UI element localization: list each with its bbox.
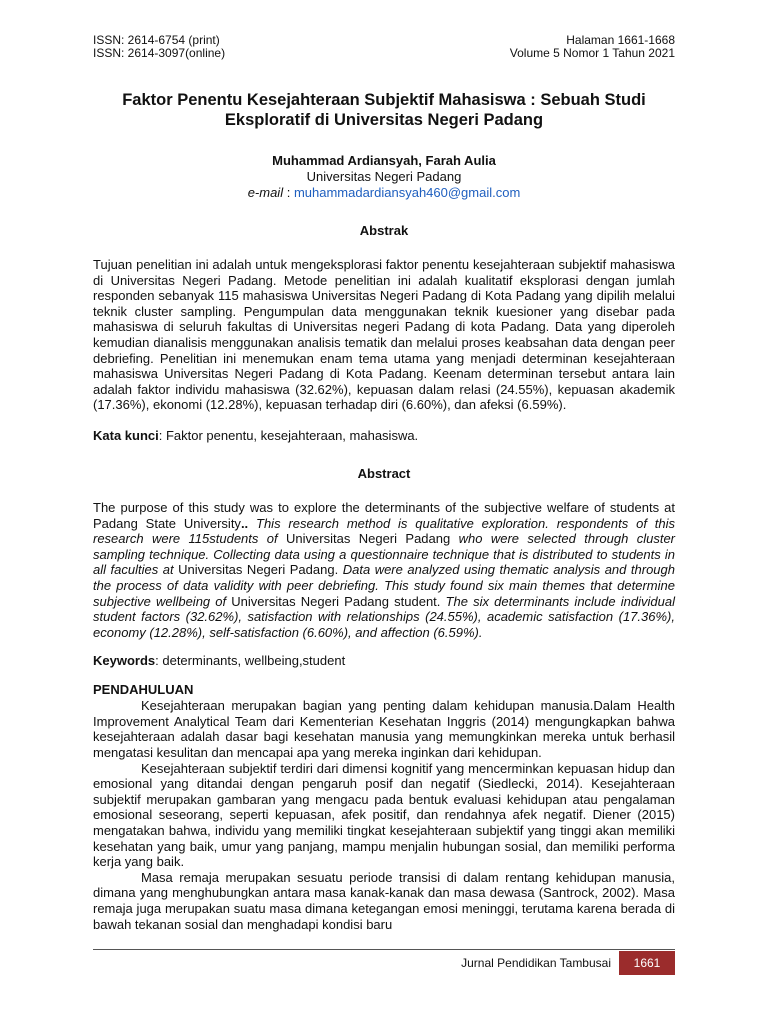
abstract-heading: Abstract xyxy=(357,465,411,481)
abstract-part: .. xyxy=(240,515,249,531)
author-names: Muhammad Ardiansyah, Farah Aulia xyxy=(272,153,496,168)
abstract-part: Universitas Negeri Padang xyxy=(286,531,451,547)
abstract-part: The purpose of this study was to explore the determinants of the subjective welfare of students at Padang State University xyxy=(93,499,675,531)
keywords-label: Keywords xyxy=(93,653,156,669)
abstract-part: Data were analyzed using thematic analysis and through the process of data validity with peer debriefing. This study found six main themes that determine subjective wellbeing of xyxy=(93,562,676,609)
volume-number: Volume 5 Nomor 1 Tahun 2021 xyxy=(509,46,675,60)
email-separator: : xyxy=(283,185,294,200)
section-heading-pendahuluan: PENDAHULUAN xyxy=(93,682,194,698)
author-block xyxy=(93,153,675,201)
kata-kunci-text: : Faktor penentu, kesejahteraan, mahasiswa. xyxy=(158,427,419,443)
running-header xyxy=(93,34,675,60)
paper-page xyxy=(93,34,675,932)
issn-print: ISSN: 2614-6754 (print) xyxy=(93,33,220,47)
footer-divider xyxy=(93,949,675,950)
email-label: e-mail xyxy=(247,185,284,200)
kata-kunci xyxy=(93,428,675,444)
body-paragraph: Masa remaja merupakan sesuatu periode transisi di dalam rentang kehidupan manusia, dimana yang menghubungkan antara masa kanak-kanak dan masa dewasa (Santrock, 2002). Masa remaja juga merupakan suatu masa dimana ketegangan emosi meninggi, terutama karena berada di bawah tekanan sosial dan menghadapi kondisi baru xyxy=(93,869,675,932)
abstract-part: who were selected through cluster sampling technique. Collecting data using a questionnaire technique that is distributed to students in all faculties at xyxy=(93,531,676,578)
keywords xyxy=(93,653,675,669)
email-line xyxy=(93,185,675,201)
abstract-part: Universitas Negeri Padang student. xyxy=(231,593,441,609)
issue-block xyxy=(510,34,675,60)
issn-online: ISSN: 2614-3097(online) xyxy=(93,46,226,60)
keywords-text: : determinants, wellbeing,student xyxy=(155,653,346,669)
email-link[interactable]: muhammadardiansyah460@gmail.com xyxy=(293,185,521,200)
affiliation: Universitas Negeri Padang xyxy=(306,169,462,184)
paper-title: Faktor Penentu Kesejahteraan Subjektif Mahasiswa : Sebuah Studi Eksploratif di Universitas Negeri Padang xyxy=(122,91,646,129)
abstrak-heading: Abstrak xyxy=(359,223,409,238)
abstract-part: The six determinants include individual student factors (32.62%), satisfaction with relationships (24.55%), academic satisfaction (17.36%), economy (12.28%), self-satisfaction (6.60%), and affection (6.59%). xyxy=(93,593,675,640)
page-footer xyxy=(93,951,675,975)
abstract-part: Universitas Negeri Padang. xyxy=(178,562,339,578)
abstract-text xyxy=(93,500,675,640)
journal-name: Jurnal Pendidikan Tambusai xyxy=(461,956,611,970)
page-number-badge: 1661 xyxy=(619,951,675,975)
kata-kunci-label: Kata kunci xyxy=(93,427,159,443)
abstrak-text: Tujuan penelitian ini adalah untuk mengeksplorasi faktor penentu kesejahteraan subjektif mahasiswa di Universitas Negeri Padang. Metode penelitian ini adalah kualitatif eksplorasi dengan jumlah responden sebanyak 115 mahasiswa Universitas Negeri Padang di Kota Padang yang dipilih melalui teknik cluster sampling. Pengumpulan data menggunakan teknik kuesioner yang disebar pada mahasiswa di seluruh fakultas di Universitas negeri Padang di kota Padang. Data yang diperoleh kemudian dianalisis menggunakan analisis tematik dan melalui proses keabsahan data dengan peer debriefing. Penelitian ini menemukan enam tema utama yang menjadi determinan kesejahteraan mahasiswa Universitas Negeri Padang di Kota Padang. Keenam determinan tersebut antara lain adalah faktor individu mahasiswa (32.62%), kepuasan dalam relasi (24.55%), kepuasan akademik (17.36%), ekonomi (12.28%), kepuasan terhadap diri (6.60%), dan afeksi (6.59%). xyxy=(93,257,675,413)
abstract-part: This research method is qualitative exploration. respondents of this research were 115students of xyxy=(93,515,676,547)
page-range: Halaman 1661-1668 xyxy=(566,33,675,47)
body-paragraph: Kesejahteraan subjektif terdiri dari dimensi kognitif yang mencerminkan kepuasan hidup dan emosional yang ditandai dengan pengaruh posif dan negatif (Siedlecki, 2014). Kesejahteraan subjektif merupakan gambaran yang mengacu pada bentuk evaluasi kehidupan atau pengalaman emosional seseorang, seperti kepuasan, afek positif, dan rendahnya afek negatif. Diener (2015) mengatakan bahwa, individu yang memiliki tingkat kesejahteraan subjektif yang tinggi akan memiliki kesehatan yang baik, umur yang panjang, mampu menjalin hubungan sosial, dan memiliki performa kerja yang baik. xyxy=(93,760,675,870)
issn-block xyxy=(93,34,225,60)
body-paragraph: Kesejahteraan merupakan bagian yang penting dalam kehidupan manusia.Dalam Health Improvement Analytical Team dari Kementerian Kesehatan Inggris (2014) mengungkapkan bahwa kesejahteraan adalah dasar bagi kesehatan manusia yang memungkinkan mereka untuk berhasil mengatasi kesulitan dan mencapai apa yang mereka inginkan dari kehidupan. xyxy=(93,698,675,761)
